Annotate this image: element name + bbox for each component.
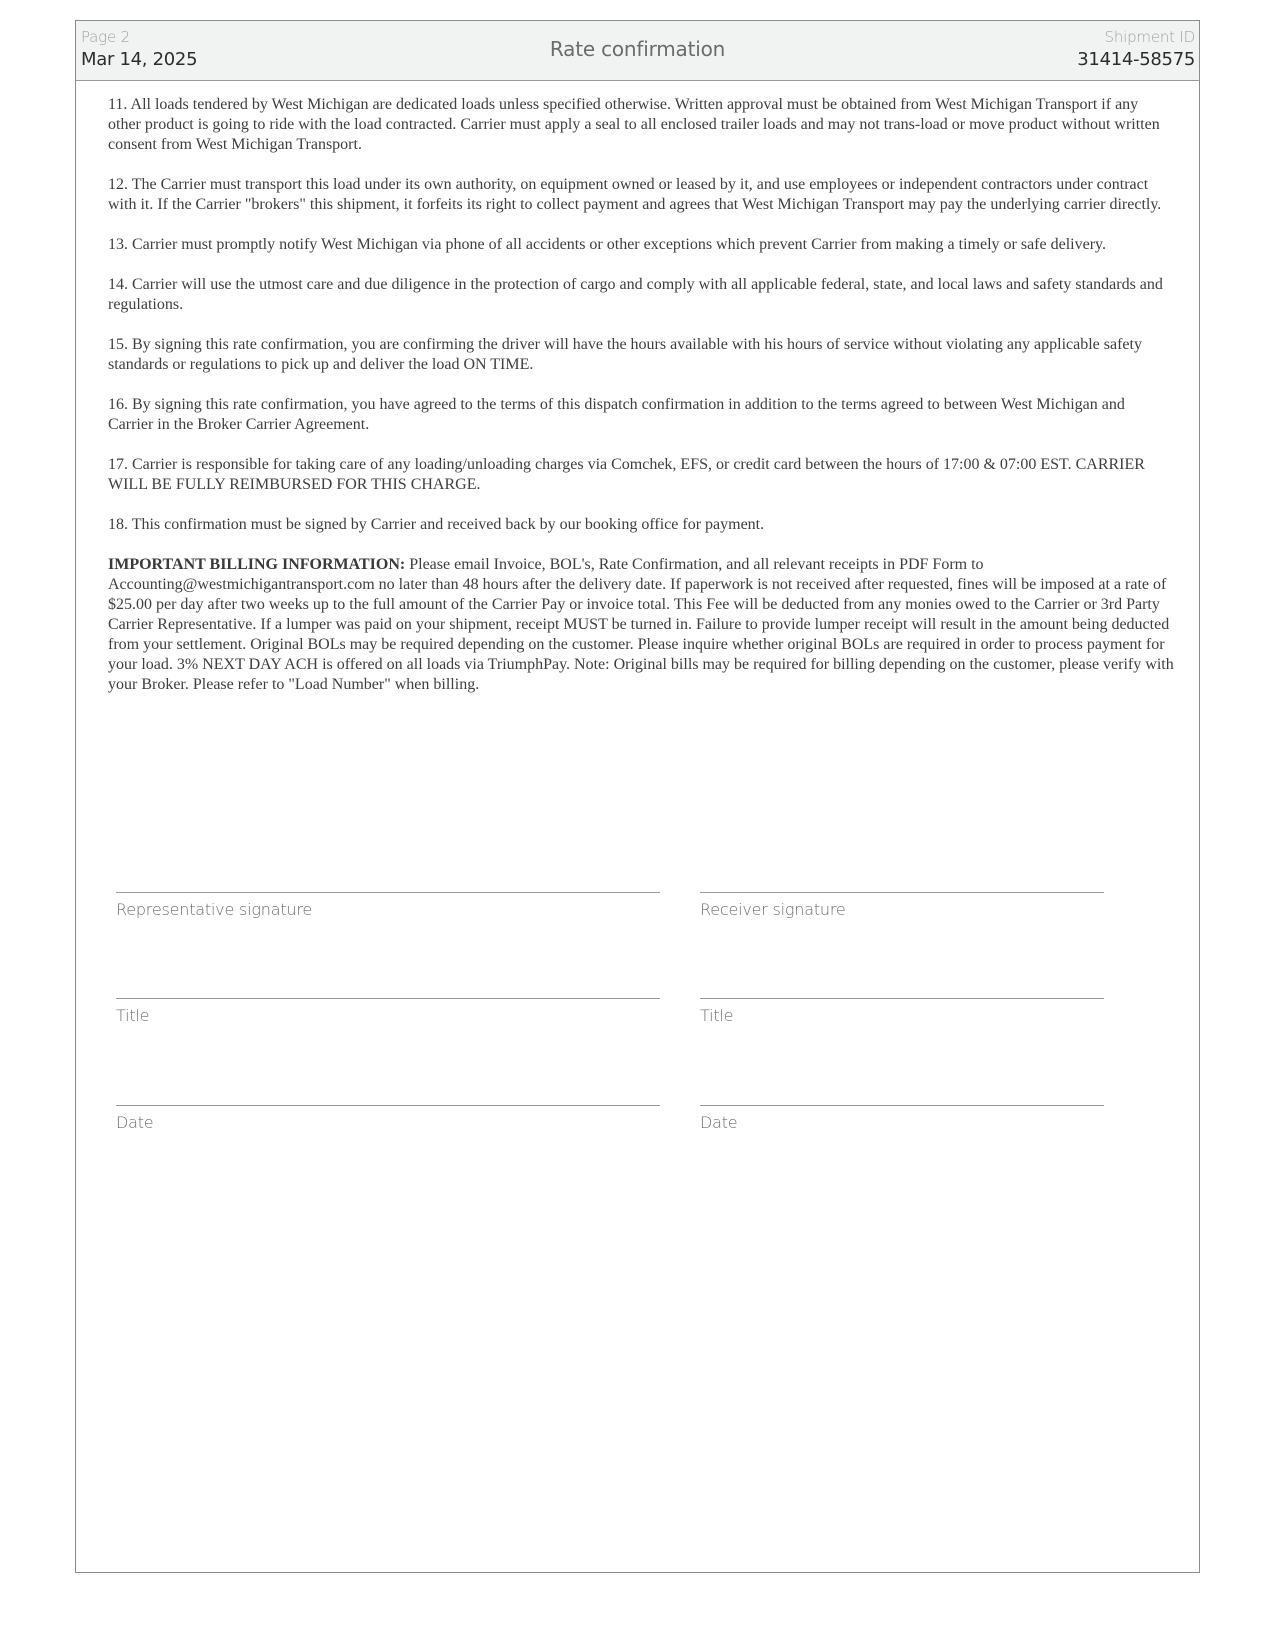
receiver-date-line[interactable] xyxy=(700,1105,1104,1106)
receiver-title-label: Title xyxy=(700,1006,734,1025)
term-14: 14. Carrier will use the utmost care and due diligence in the protection of cargo and comply with all applicable federal, state, and local laws and safety standards and regulations. xyxy=(108,276,1163,313)
receiver-date-label: Date xyxy=(700,1113,738,1132)
term-13: 13. Carrier must promptly notify West Michigan via phone of all accidents or other exceptions which prevent Carrier from making a timely or safe delivery. xyxy=(108,236,1106,253)
billing-text: Please email Invoice, BOL's, Rate Confirmation, and all relevant receipts in PDF Form to Accounting@westmichigantransport.com no later than 48 hours after the delivery date. If paperwork is not received after requested, fines will be imposed at a rate of $25.00 per day after two weeks up to the full amount of the Carrier Pay or invoice total. This Fee will be deducted from any monies owed to the Carrier or 3rd Party Carrier Representative. If a lumper was paid on your shipment, receipt MUST be turned in. Failure to provide lumper receipt will result in the amount being deducted from your settlement. Original BOLs may be required depending on the customer. Please inquire whether original BOLs are required in order to process payment for your load. 3% NEXT DAY ACH is offered on all loads via TriumphPay. Note: Original bills may be required for billing depending on the customer, please verify with your Broker. Please refer to "Load Number" when billing. xyxy=(108,556,1174,693)
representative-title-label: Title xyxy=(116,1006,150,1025)
term-16: 16. By signing this rate confirmation, you have agreed to the terms of this dispatch confirmation in addition to the terms agreed to between West Michigan and Carrier in the Broker Carrier Agreement. xyxy=(108,396,1125,433)
page-header xyxy=(76,21,1199,81)
representative-signature-label: Representative signature xyxy=(116,900,312,919)
shipment-id-label: Shipment ID xyxy=(1104,28,1195,46)
receiver-title-line[interactable] xyxy=(700,998,1104,999)
representative-date-label: Date xyxy=(116,1113,154,1132)
receiver-signature-label: Receiver signature xyxy=(700,900,846,919)
term-12: 12. The Carrier must transport this load under its own authority, on equipment owned or leased by it, and use employees or independent contractors under contract with it. If the Carrier "brokers" this shipment, it forfeits its right to collect payment and agrees that West Michigan Transport may pay the underlying carrier directly. xyxy=(108,176,1162,213)
shipment-id-value: 31414-58575 xyxy=(1077,49,1195,70)
representative-signature-line[interactable] xyxy=(116,892,660,893)
term-11: 11. All loads tendered by West Michigan are dedicated loads unless specified otherwise. Written approval must be obtained from West Michigan Transport if any other product is going to ride with the load contracted. Carrier must apply a seal to all enclosed trailer loads and may not trans-load or move product without written consent from West Michigan Transport. xyxy=(108,96,1160,153)
header-right-block xyxy=(1077,27,1195,73)
document-date: Mar 14, 2025 xyxy=(81,49,198,70)
terms-section xyxy=(108,95,1174,715)
representative-date-line[interactable] xyxy=(116,1105,660,1106)
term-17: 17. Carrier is responsible for taking care of any loading/unloading charges via Comchek, EFS, or credit card between the hours of 17:00 & 07:00 EST. CARRIER WILL BE FULLY REIMBURSED FOR THIS CHARGE. xyxy=(108,456,1145,493)
receiver-signature-line[interactable] xyxy=(700,892,1104,893)
term-15: 15. By signing this rate confirmation, you are confirming the driver will have the hours available with his hours of service without violating any applicable safety standards or regulations to pick up and deliver the load ON TIME. xyxy=(108,336,1142,373)
document-page xyxy=(75,20,1200,1573)
term-18: 18. This confirmation must be signed by Carrier and received back by our booking office for payment. xyxy=(108,516,765,533)
representative-title-line[interactable] xyxy=(116,998,660,999)
document-title: Rate confirmation xyxy=(549,37,726,61)
billing-label: IMPORTANT BILLING INFORMATION: xyxy=(108,556,406,573)
page-number: Page 2 xyxy=(81,28,130,46)
billing-information xyxy=(108,555,1174,695)
